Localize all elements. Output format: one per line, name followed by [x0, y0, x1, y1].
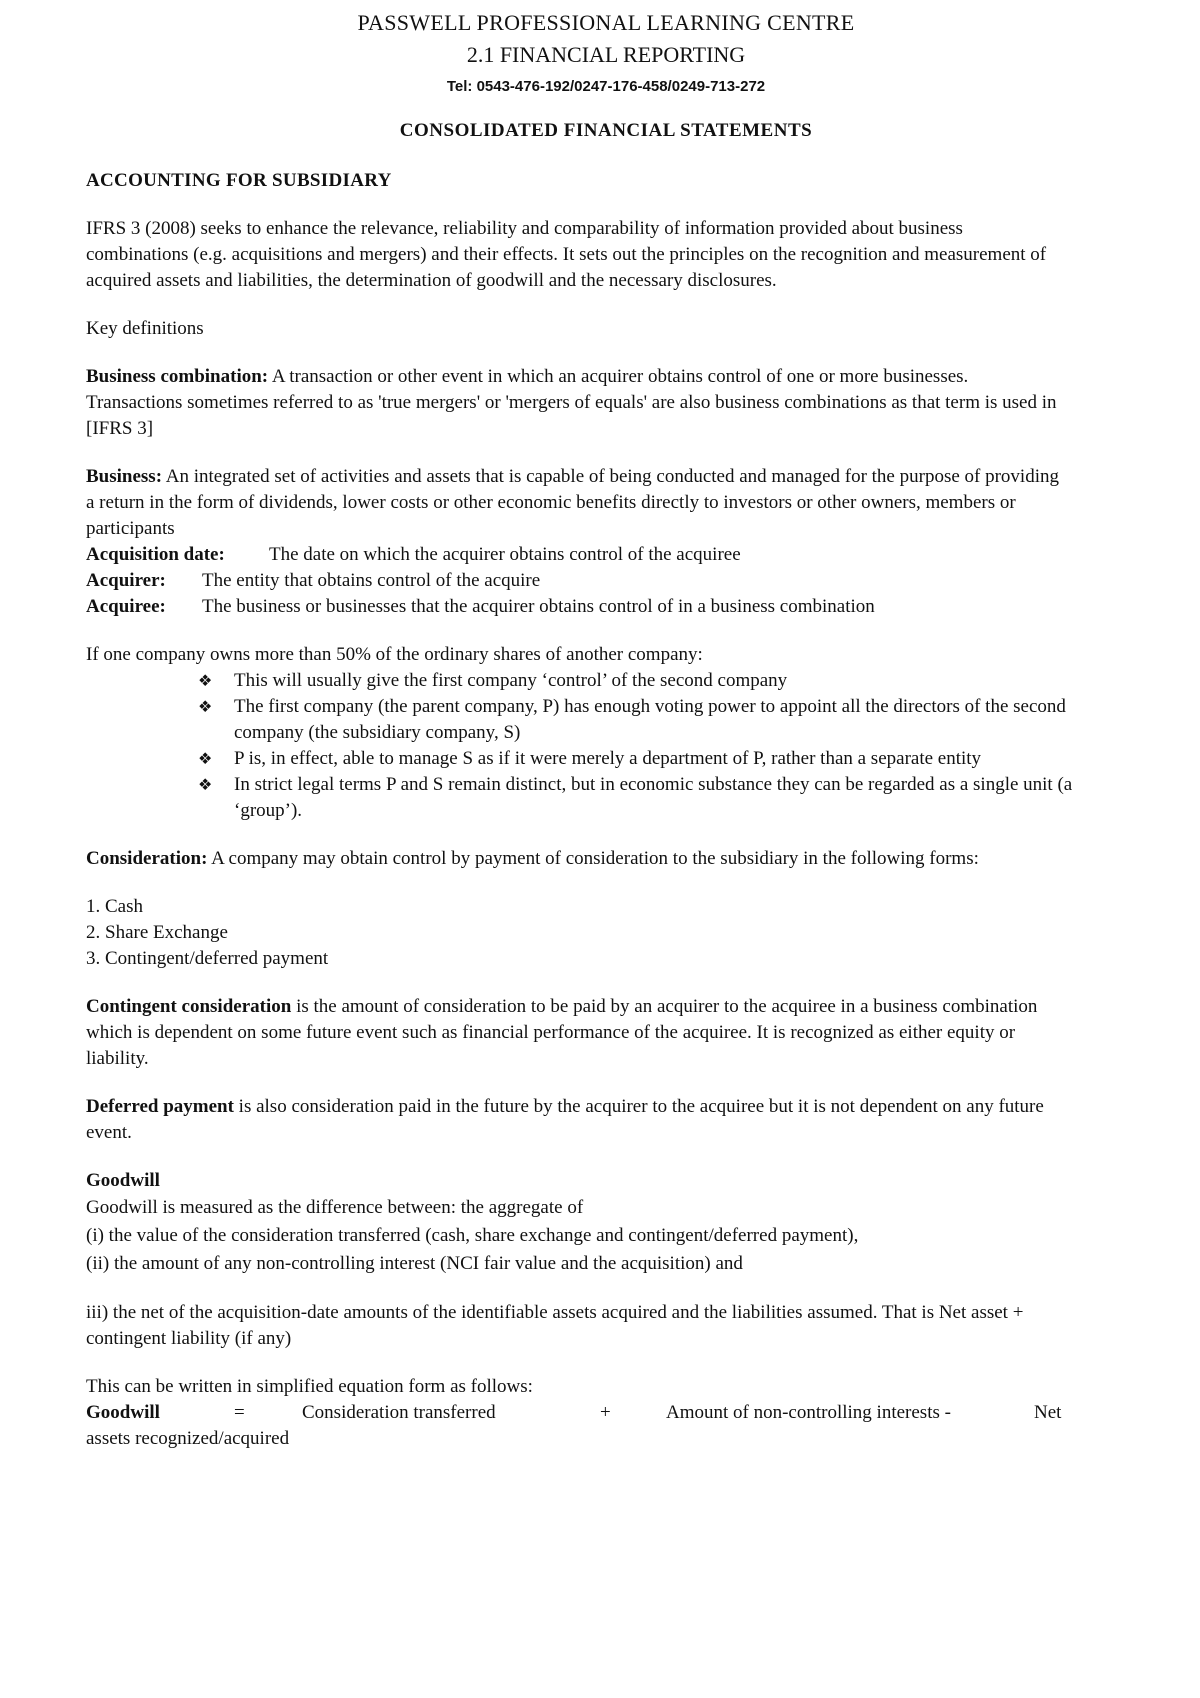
consideration-term: Consideration:	[86, 848, 208, 869]
diamond-bullet-icon: ❖	[198, 697, 213, 716]
goodwill-line: (i) the value of the consideration transferred (cash, share exchange and contingent/deferred payment),	[86, 1225, 859, 1246]
goodwill-line: Goodwill is measured as the difference between: the aggregate of	[86, 1197, 584, 1218]
definition-term: Acquiree:	[86, 596, 166, 617]
bullet-text: The first company (the parent company, P) has enough voting power to appoint all the directors of the second company (the subsidiary company, S)	[234, 696, 1066, 743]
list-item	[198, 772, 1126, 824]
equation-consideration: Consideration transferred	[302, 1402, 496, 1423]
telephone-line: Tel: 0543-476-192/0247-176-458/0249-713-272	[446, 78, 766, 95]
diamond-bullet-icon: ❖	[198, 775, 213, 794]
document-title: PASSWELL PROFESSIONAL LEARNING CENTRE	[357, 10, 855, 35]
subsection-title: ACCOUNTING FOR SUBSIDIARY	[86, 170, 392, 191]
consideration-definition	[86, 846, 1066, 872]
diamond-bullet-icon: ❖	[198, 671, 213, 690]
equation-goodwill: Goodwill	[86, 1402, 160, 1423]
consideration-form-item: 3. Contingent/deferred payment	[86, 948, 329, 969]
equation-equals: =	[234, 1402, 245, 1423]
business-term: Business:	[86, 466, 163, 487]
equation-continuation: assets recognized/acquired	[86, 1428, 290, 1449]
equation-nci: Amount of non-controlling interests -	[666, 1402, 951, 1423]
business-text: An integrated set of activities and assets that is capable of being conducted and managed for the purpose of providing a return in the form of dividends, lower costs or other economic benefits directly to investors or other owners, members or participants	[86, 466, 1059, 539]
definition-text: The date on which the acquirer obtains control of the acquiree	[269, 544, 741, 565]
business-definition	[86, 464, 1066, 542]
contingent-term: Contingent consideration	[86, 996, 292, 1017]
equation-net: Net	[1034, 1402, 1062, 1423]
list-item	[198, 746, 1126, 772]
bullet-text: In strict legal terms P and S remain distinct, but in economic substance they can be regarded as a single unit (a ‘group’).	[234, 774, 1073, 821]
section-title: CONSOLIDATED FINANCIAL STATEMENTS	[399, 120, 813, 141]
consideration-form-item: 2. Share Exchange	[86, 922, 228, 943]
ownership-bullet-list	[86, 668, 1126, 824]
definition-row	[86, 568, 1126, 594]
deferred-term: Deferred payment	[86, 1096, 234, 1117]
consideration-text: A company may obtain control by payment of consideration to the subsidiary in the following forms:	[207, 848, 979, 869]
deferred-text: is also consideration paid in the future by the acquirer to the acquiree but it is not dependent on any future event.	[86, 1096, 1044, 1143]
definition-row	[86, 594, 1126, 620]
bullet-text: This will usually give the first company ‘control’ of the second company	[234, 670, 788, 691]
list-item	[198, 668, 1126, 694]
bullet-text: P is, in effect, able to manage S as if it were merely a department of P, rather than a separate entity	[234, 748, 982, 769]
goodwill-heading: Goodwill	[86, 1170, 160, 1191]
deferred-payment-paragraph	[86, 1094, 1066, 1146]
ownership-intro: If one company owns more than 50% of the ordinary shares of another company:	[86, 644, 703, 665]
goodwill-equation	[86, 1400, 1126, 1426]
definition-text: The business or businesses that the acquirer obtains control of in a business combination	[202, 596, 875, 617]
goodwill-line: iii) the net of the acquisition-date amounts of the identifiable assets acquired and the liabilities assumed. That is Net asset + contingent liability (if any)	[86, 1302, 1024, 1349]
goodwill-line: (ii) the amount of any non-controlling interest (NCI fair value and the acquisition) and	[86, 1253, 743, 1274]
contingent-consideration-paragraph	[86, 994, 1066, 1072]
business-combination-text: A transaction or other event in which an acquirer obtains control of one or more businesses. Transactions sometimes referred to as 'true mergers' or 'mergers of equals' are also business combinations as that term is used in [IFRS 3]	[86, 366, 1057, 439]
business-combination-definition	[86, 364, 1066, 442]
consideration-form-item: 1. Cash	[86, 896, 143, 917]
document-page	[86, 8, 1126, 1452]
list-item	[198, 694, 1126, 746]
equation-plus: +	[600, 1402, 611, 1423]
intro-paragraph: IFRS 3 (2008) seeks to enhance the relevance, reliability and comparability of information provided about business combinations (e.g. acquisitions and mergers) and their effects. It sets out the principles on the recognition and measurement of acquired assets and liabilities, the determination of goodwill and the necessary disclosures.	[86, 218, 1047, 291]
definition-term: Acquirer:	[86, 570, 166, 591]
diamond-bullet-icon: ❖	[198, 749, 213, 768]
definition-text: The entity that obtains control of the acquire	[202, 570, 541, 591]
document-subtitle: 2.1 FINANCIAL REPORTING	[466, 42, 746, 67]
key-definitions-label: Key definitions	[86, 318, 204, 339]
definition-term: Acquisition date:	[86, 544, 225, 565]
business-combination-term: Business combination:	[86, 366, 269, 387]
equation-intro: This can be written in simplified equation form as follows:	[86, 1376, 533, 1397]
contingent-text: is the amount of consideration to be paid by an acquirer to the acquiree in a business combination which is dependent on some future event such as financial performance of the acquiree. It is recognized as either equity or liability.	[86, 996, 1038, 1069]
definition-row	[86, 542, 1126, 568]
